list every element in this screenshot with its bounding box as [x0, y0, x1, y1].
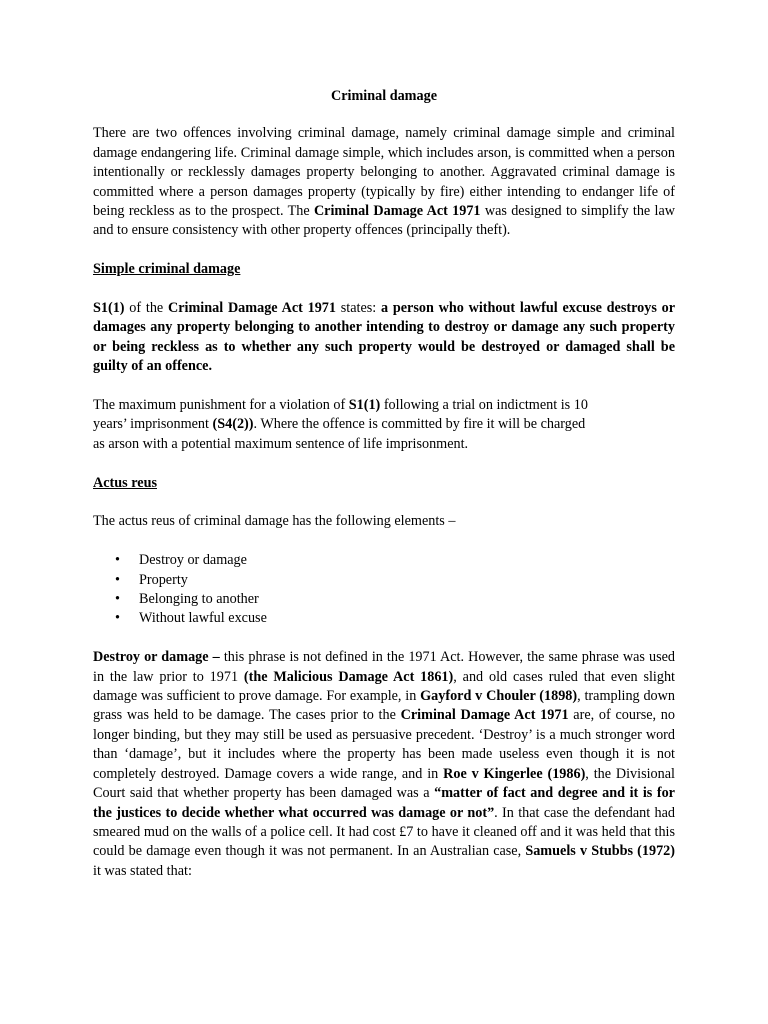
bold-text-run: Destroy or damage – [93, 649, 220, 666]
bullet-icon: • [115, 610, 120, 627]
bold-text-run: Criminal Damage Act 1971 [313, 203, 481, 220]
bold-text-run: Criminal Damage Act 1971 [400, 707, 569, 724]
text-run: this phrase is not defined in the 1971 Act. However, the same phrase was used in the law prior to 1971 [93, 649, 675, 685]
bold-text-run: (S4(2)) [212, 416, 254, 433]
text-run: , trampling down grass was held to be damage. The cases prior to the [93, 688, 675, 724]
bold-text-run: S1(1) [348, 397, 381, 414]
text-run: , the Divisional Court said that whether property has been damaged was a [93, 765, 675, 802]
text-run: , and old cases ruled that even slight damage was sufficient to prove damage. For example, in [93, 668, 676, 705]
text-run: There are two offences involving criminal damage, namely criminal damage simple and criminal damage endangering life. Criminal damage simple, which includes arson, is committed when a person intentionally or recklessly damages property belonging to another. Aggravated criminal damage is committed where a person damages property (typically by fire) either intending to endanger life of being reckless as to the prospect. The [93, 125, 675, 220]
s1-paragraph [93, 299, 675, 377]
text-run: as arson with a potential maximum sentence of life imprisonment. [93, 435, 469, 452]
bullet-icon: • [115, 571, 120, 588]
bold-text-run: (the Malicious Damage Act 1861) [243, 668, 454, 685]
bold-text-run: Gayford v Chouler (1898) [420, 688, 578, 705]
text-run: it was stated that: [93, 862, 192, 879]
list-item [93, 571, 675, 590]
list-item [93, 609, 675, 628]
list-item-text: Destroy or damage [139, 552, 247, 569]
punishment-line [93, 416, 585, 432]
simple-damage-heading-text: Simple criminal damage [93, 261, 241, 278]
list-item [93, 590, 675, 609]
document-body [93, 87, 675, 881]
actus-reus-heading [93, 474, 675, 493]
simple-damage-heading [93, 260, 675, 279]
document-title: Criminal damage [330, 88, 437, 104]
list-item-text: Belonging to another [139, 591, 259, 608]
bold-text-run: Roe v Kingerlee (1986) [443, 765, 586, 782]
actus-reus-intro: The actus reus of criminal damage has the following elements – [93, 513, 456, 530]
bold-text-run: Samuels v Stubbs (1972) [525, 843, 675, 860]
text-run: following a trial on indictment is 10 [380, 397, 588, 414]
bold-text-run: Criminal Damage Act 1971 [168, 300, 336, 317]
elements-list [93, 551, 675, 629]
list-item-text: Without lawful excuse [139, 610, 267, 627]
bullet-icon: • [115, 591, 120, 608]
actus-reus-heading-text: Actus reus [93, 474, 157, 491]
punishment-line [93, 436, 468, 452]
bold-text-run: S1(1) [93, 300, 125, 317]
intro-paragraph [93, 124, 675, 240]
bullet-icon: • [115, 552, 120, 569]
list-item-text: Property [139, 571, 188, 588]
text-run: . Where the offence is committed by fire it will be charged [253, 416, 586, 433]
bold-text-run: a person who without lawful excuse destroys or damages any property belonging to another intending to destroy or damage any such property or being reckless as to whether any such property would be destroyed or damaged shall be guilty of an offence. [93, 300, 675, 375]
text-run: . In that case the defendant had smeared mud on the walls of a police cell. It had cost £7 to have it cleaned off and it was held that this could be damage even though it was not permanent. In an Australian case, [93, 804, 675, 860]
text-run: are, of course, no longer binding, but they may still be used as persuasive precedent. ‘Destroy’ is a much stronger word than ‘damage’, but it includes where the property has been made useless even though it is not completely destroyed. Damage covers a wide range, and in [93, 707, 675, 782]
text-run: was designed to simplify the law and to ensure consistency with other property offences (principally theft). [93, 203, 675, 239]
list-item [93, 551, 675, 570]
text-run: The maximum punishment for a violation of [93, 397, 349, 414]
punishment-paragraph [93, 396, 675, 454]
text-run: states: [335, 300, 381, 317]
text-run: years’ imprisonment [93, 416, 213, 433]
destroy-or-damage-paragraph [93, 648, 675, 881]
punishment-line [93, 397, 588, 413]
bold-text-run: “matter of fact and degree and it is for the justices to decide whether what occurred was damage or not” [93, 785, 675, 821]
text-run: of the [124, 300, 168, 317]
